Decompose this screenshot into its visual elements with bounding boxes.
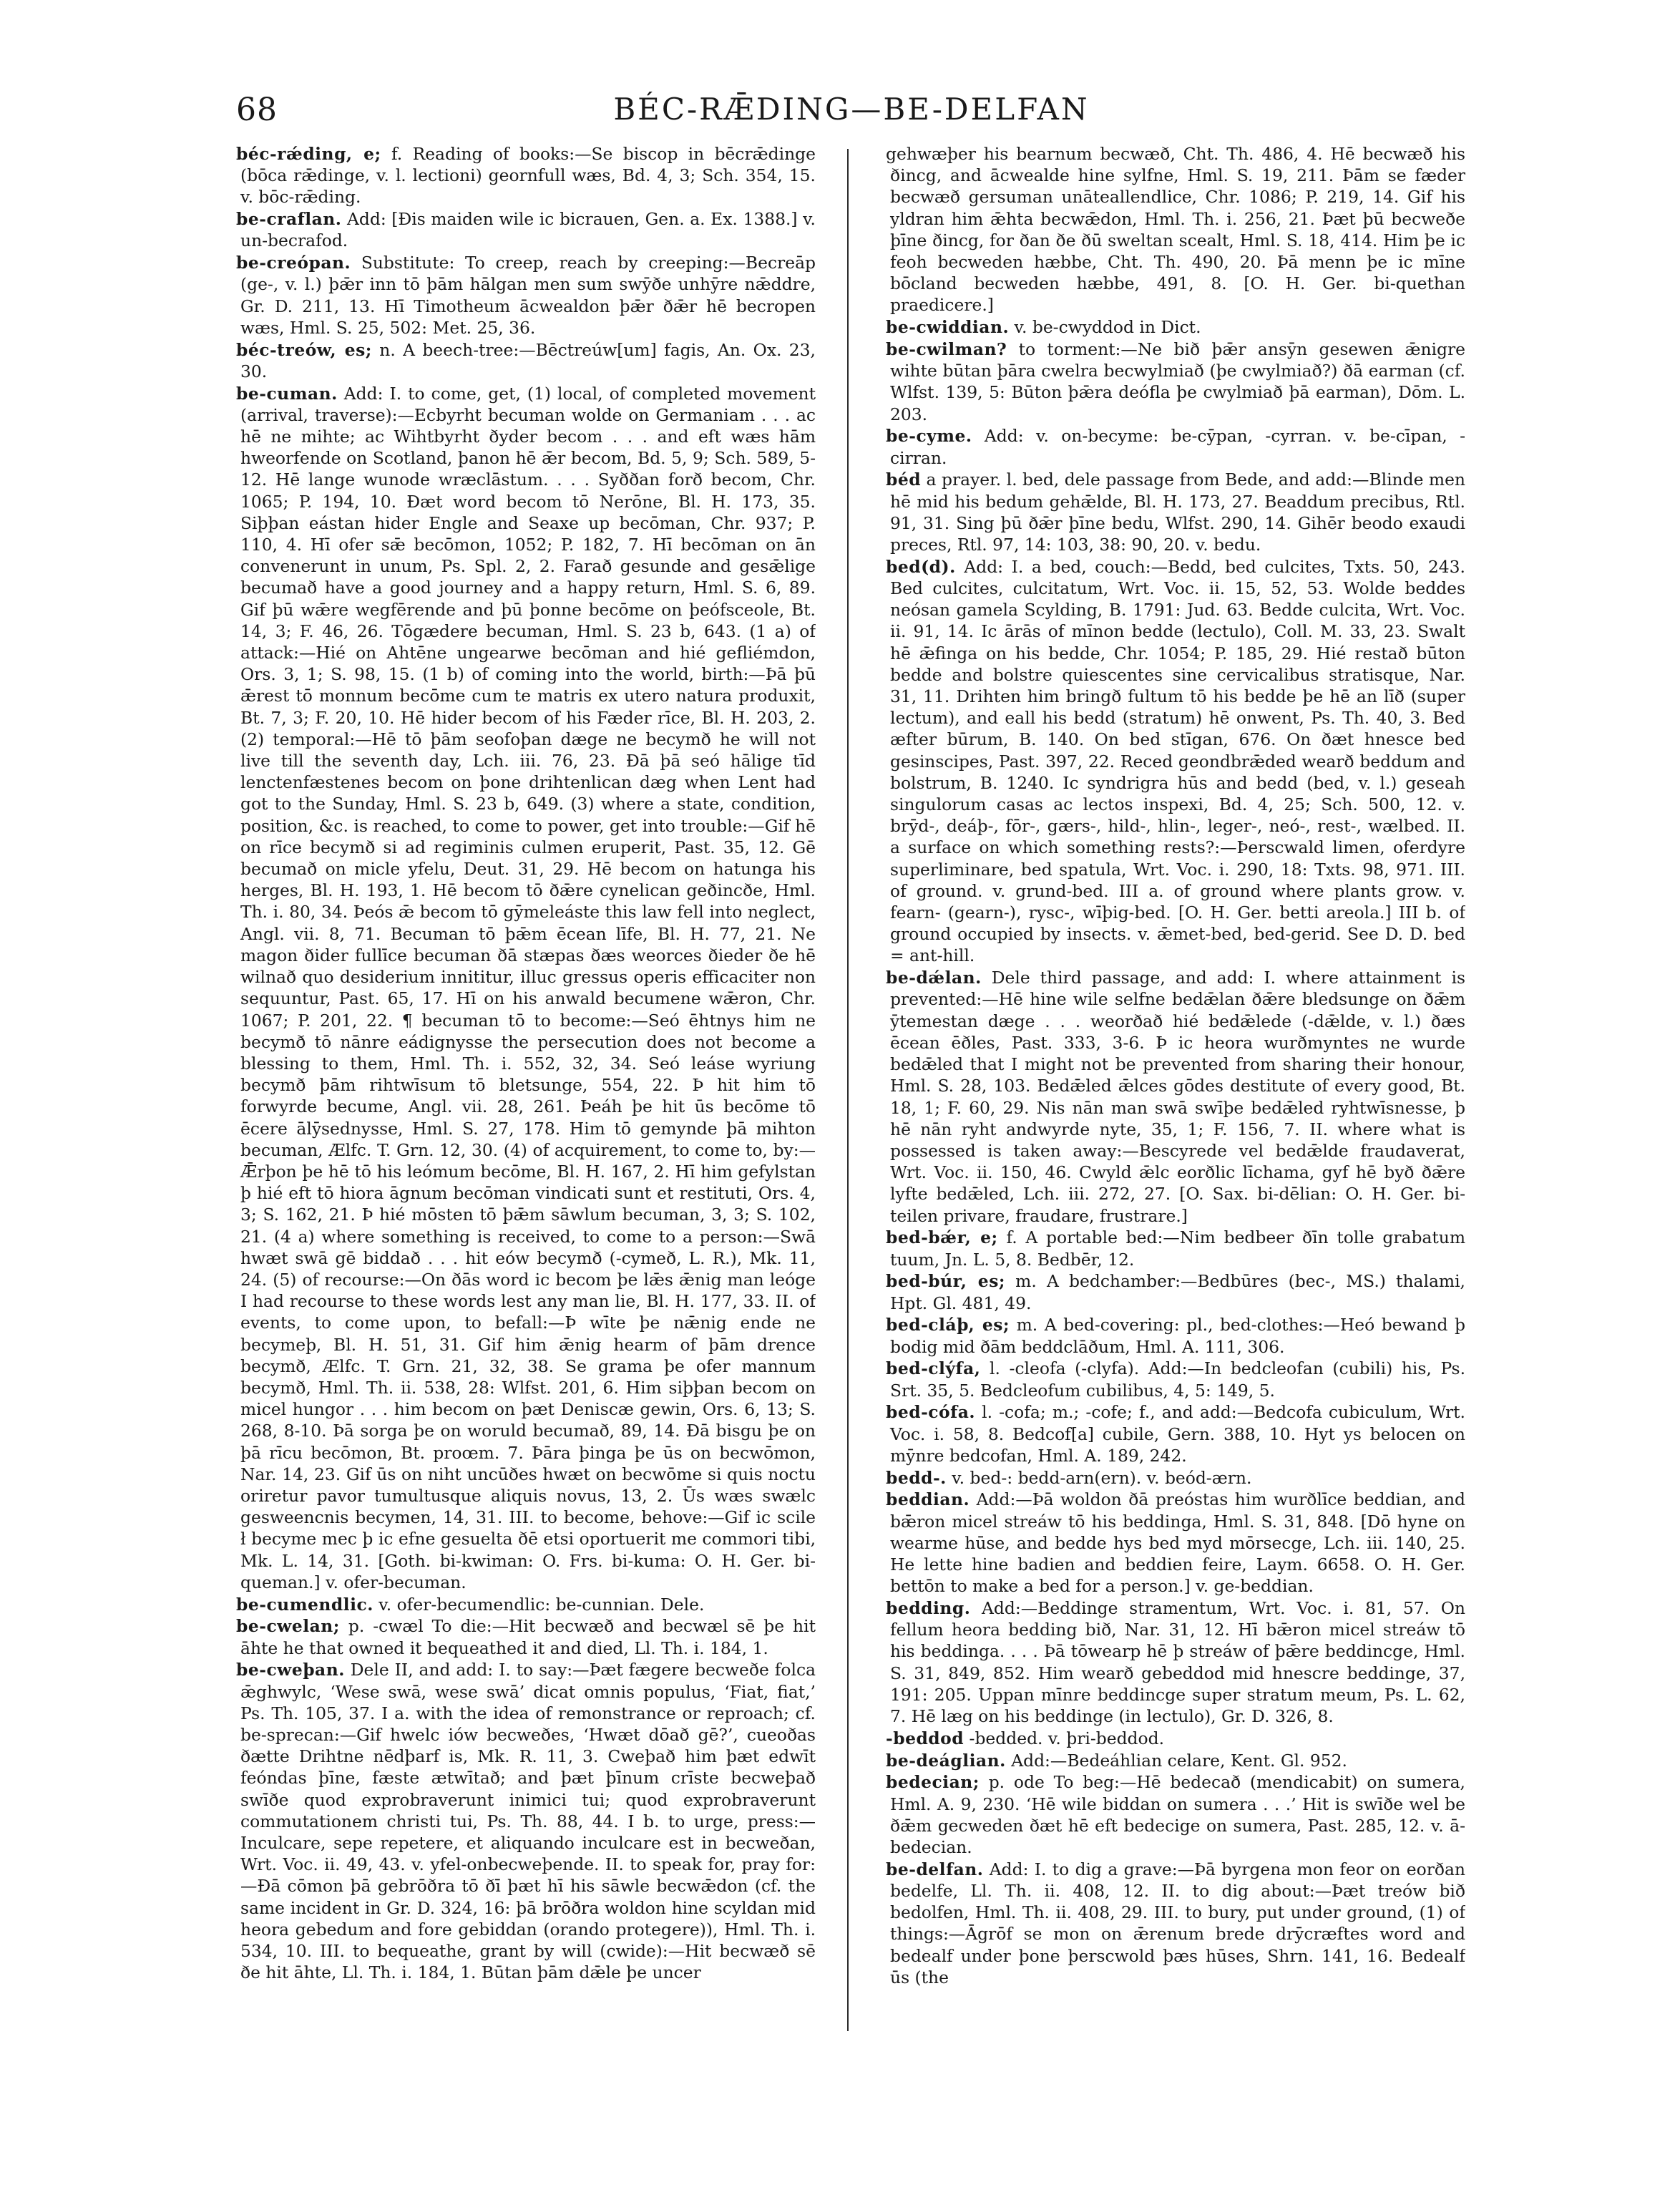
entry-headword: be-deáglian.: [886, 1750, 1006, 1771]
left-column: [236, 143, 816, 2040]
entry-body: Add: v. on-becyme: be-cȳpan, -cyrran. v. be-cīpan, -cirran.: [890, 426, 1465, 468]
entry-headword: be-cyme.: [886, 426, 972, 447]
entry-body: n. A beech-tree:—Bēctreúw[um] fagis, An. Ox. 23, 30.: [240, 339, 816, 381]
dictionary-entry: [886, 339, 1465, 425]
entry-body: l. -cofa; m.; -cofe; f., and add:—Bedcofa cubiculum, Wrt. Voc. i. 58, 8. Bedcof[a] cubile, Gern. 388, 10. Hyt ys belocen on mȳnre bedcofan, Hml. A. 189, 242.: [890, 1402, 1465, 1466]
dictionary-entry: [886, 1467, 1465, 1489]
entry-body: Add:—Beddinge stramentum, Wrt. Voc. i. 81, 57. On fellum heora bedding bið, Nar. 31, 12. Hī bǣron micel streáw tō his beddinga. . . . Þā tōwearp hē þ streáw of þǣre beddincge, Hml. S. 31, 849, 852. Him wearð gebeddod mid hnescre beddinge, 37, 191: 205. Uppan mīnre beddincge super stratum meum, Ps. L. 62, 7. Hē læg on his beddinge (in lectulo), Gr. D. 326, 8.: [890, 1597, 1465, 1726]
entry-body: Add:—Bedeáhlian celare, Kent. Gl. 952.: [1005, 1750, 1347, 1771]
dictionary-entry: [886, 1227, 1465, 1270]
column-divider: [847, 149, 849, 2031]
entry-body: m. A bedchamber:—Bedbūres (bec-, MS.) thalami, Hpt. Gl. 481, 49.: [890, 1271, 1465, 1313]
dictionary-entry: [886, 1728, 1465, 1749]
dictionary-entry: [886, 967, 1465, 1226]
dictionary-entry: [236, 143, 816, 208]
dictionary-entry: [886, 1270, 1465, 1313]
entry-body: Add: I. a bed, couch:—Bedd, bed culcites, Txts. 50, 243. Bed culcites, culcitatum, Wrt. Voc. ii. 15, 52, 53. Wolde beddes neósan gamela Scylding, B. 1791: Jud. 63. Bedde culcita, Wrt. Voc. ii. 91, 14. Ic ārās of mīnon bedde (lectulo), Coll. M. 33, 23. Swalt hē ǣfinga on his bedde, Chr. 1054; P. 185, 29. Hié restað būton bedde and bolstre quiescentes sine cervicalibus stratisque, Nar. 31, 11. Drihten him bringð fultum tō his bedde þe hē an līð (super lectum), and eall his bedd (stratum) hē onwent, Ps. Th. 40, 3. Bed æfter būrum, B. 140. On bed stīgan, 676. On ðæt hnesce bed gesinscipes, Past. 397, 22. Reced geondbrǣded wearð beddum and bolstrum, B. 1240. Ic syndrigra hūs and bedd (bed, v. l.) geseah singulorum casas ac lectos inspexi, Bd. 4, 25; Sch. 500, 12. v. brȳd-, deáþ-, fōr-, gærs-, hild-, hlin-, leger-, neó-, rest-, wælbed. II. a surface on which something rests?:—Þerscwald limen, oferdyre superliminare, bed spatula, Wrt. Voc. i. 290, 18: Txts. 98, 971. III. of ground. v. grund-bed. III a. of ground where plants grow. v. fearn- (gearn-), rysc-, wīþig-bed. [O. H. Ger. betti areola.] III b. of ground occupied by insects. v. ǣmet-bed, bed-gerid. See D. D. bed = ant-hill.: [890, 556, 1465, 966]
dictionary-entry: [236, 1594, 816, 1615]
entry-headword: bed(d).: [886, 556, 956, 577]
dictionary-entry: [886, 316, 1465, 338]
entry-body: -bedded. v. þri-beddod.: [964, 1728, 1165, 1748]
dictionary-entry: [886, 1597, 1465, 1727]
dictionary-entry: [236, 1659, 816, 1983]
dictionary-entry: [886, 425, 1465, 468]
entry-headword: bed-búr, es;: [886, 1271, 1005, 1292]
entry-body: Add:—Þā woldon ðā preóstas him wurðlīce beddian, and bǣron micel streáw tō his beddinga, Hml. S. 31, 848. [Dō hyne on wearme hūse, and bedde hys bed myd mōrsecge, Lch. iii. 140, 25. He lette hine badien and beddien feire, Laym. 6658. O. H. Ger. bettōn to make a bed for a person.] v. ge-beddian.: [890, 1489, 1465, 1597]
entry-headword: beddian.: [886, 1489, 970, 1510]
entry-body: v. ofer-becumendlic: be-cunnian. Dele.: [373, 1594, 705, 1615]
dictionary-columns: [236, 143, 1467, 2040]
dictionary-entry: [236, 1615, 816, 1658]
dictionary-entry: [886, 1489, 1465, 1597]
entry-headword: bedecian;: [886, 1772, 980, 1793]
entry-headword: be-cwelan;: [236, 1616, 340, 1637]
entry-body: f. Reading of books:—Se biscop in bēcrǣdinge (bōca rǣdinge, v. l. lectioni) geornfull wæs, Bd. 4, 3; Sch. 354, 15. v. bōc-rǣding.: [240, 144, 816, 208]
entry-headword: be-craflan.: [236, 209, 342, 230]
entry-body: to torment:—Ne bið þǣr ansȳn gesewen ǣnigre wihte būtan þāra cwelra becwylmiað (þe cwylmiað?) ðā earman (cf. Wlfst. 139, 5: Būton þǣra deófla þe cwylmiað þā earman), Dōm. L. 203.: [890, 339, 1465, 424]
entry-body: Dele II, and add: I. to say:—Þæt fægere becweðe folca ǣghwylc, ‘Wese swā, wese swā’ dicat omnis populus, ‘Fiat, fiat,’ Ps. Th. 105, 37. I a. with the idea of remonstrance or reproach; cf. be-sprecan:—Gif hwelc iów becweðes, ‘Hwæt dōað gē?’, cueoðas ðætte Drihtne nēdþarf is, Mk. R. 11, 3. Cweþað him þæt edwīt feóndas þīne, fæste ætwītað; and þæt þīnum crīste becweþað swīðe quod exprobraverunt inimici tui; quod exprobraverunt commutationem christi tui, Ps. Th. 88, 44. I b. to urge, press:—Inculcare, sepe repetere, et aliquando inculcare est in becweðan, Wrt. Voc. ii. 49, 43. v. yfel-onbecweþende. II. to speak for, pray for:—Ðā cōmon þā gebrōðra tō ðī þæt hī his sāwle becwǣdon (cf. the same incident in Gr. D. 324, 16: þā brōðra woldon hine scyldan mid heora gebedum and fore gebiddan (orando protegere)), Hml. Th. i. 534, 10. III. to bequeathe, grant by will (cwide):—Hit becwæð sē ðe hit āhte, Ll. Th. i. 184, 1. Būtan þām dǣle þe uncer: [240, 1660, 816, 1983]
dictionary-entry: [236, 383, 816, 1593]
entry-headword: bed-cláþ, es;: [886, 1315, 1010, 1335]
entry-headword: be-creópan.: [236, 253, 351, 273]
entry-headword: be-cwilman?: [886, 339, 1007, 360]
entry-body: gehwæþer his bearnum becwæð, Cht. Th. 486, 4. Hē becwæð his ðincg, and ācwealde hine sylfne, Hml. S. 19, 211. Þām se fæder becwæð gersuman unāteallendlice, Chr. 1086; P. 219, 14. Gif his yldran him ǣhta becwǣdon, Hml. Th. i. 256, 21. Þæt þū becweðe þīne ðincg, for ðan ðe ðū sweltan scealt, Hml. S. 18, 414. Him þe ic feoh becweden hæbbe, Cht. Th. 490, 20. Þā menn þe ic mīne bōcland becweden hæbbe, 491, 8. [O. H. Ger. bi-quethan praedicere.]: [886, 144, 1465, 316]
entry-body: Substitute: To creep, reach by creeping:—Becreāp (ge-, v. l.) þǣr inn tō þām hālgan men sum swȳðe unhȳre nǣddre, Gr. D. 211, 13. Hī Timotheum ācwealdon þǣr ðǣr hē becropen wæs, Hml. S. 25, 502: Met. 25, 36.: [240, 253, 816, 338]
entry-headword: bedding.: [886, 1597, 971, 1618]
dictionary-entry: [886, 1859, 1465, 1988]
entry-body: Add: [Ðis maiden wile ic bicrauen, Gen. a. Ex. 1388.] v. un-becrafod.: [240, 209, 816, 251]
dictionary-entry: [886, 1401, 1465, 1466]
entry-headword: béd: [886, 469, 922, 490]
entry-headword: be-cweþan.: [236, 1660, 345, 1680]
entry-headword: béc-rǽding, e;: [236, 144, 381, 164]
entry-headword: be-dǽlan.: [886, 968, 982, 988]
entry-body: f. A portable bed:—Nim bedbeer ðīn tolle grabatum tuum, Jn. L. 5, 8. Bedbēr, 12.: [890, 1227, 1465, 1270]
entry-headword: bed-clýfa,: [886, 1358, 981, 1379]
entry-headword: béc-treów, es;: [236, 339, 372, 360]
entry-body: Add: I. to dig a grave:—Þā byrgena mon feor on eorðan bedelfe, Ll. Th. ii. 408, 12. II. to dig about:—Þæt treów bið bedolfen, Hml. Th. ii. 408, 29. III. to bury, put under ground, (1) of things:—Āgrōf se mon on ǣrenum brede drȳcræftes word and bedealf under þone þerscwold þæs hūses, Shrn. 141, 16. Bedealf ūs (the: [890, 1859, 1465, 1987]
entry-headword: be-delfan.: [886, 1859, 984, 1879]
entry-body: Dele third passage, and add: I. where attainment is prevented:—Hē hine wile selfne bedǣlan ðǣre bledsunge on ðǣm ȳtemestan dæge . . . weorðað hié bedǣlede (-dǣlde, v. l.) ðæs ēcean ēðles, Past. 333, 3-6. Þ ic heora wurðmyntes ne wurde bedǣled that I might not be prevented from sharing their honour, Hml. S. 28, 103. Bedǣled ǣlces gōdes destitute of every good, Bt. 18, 1; F. 60, 29. Nis nān man swā swīþe bedǣled ryhtwīsnesse, þ hē nān ryht andwyrde nyte, 35, 1; F. 156, 7. II. where what is possessed is taken away:—Bescyrede vel bedǣlde fraudaverat, Wrt. Voc. ii. 150, 46. Cwyld ǣlc eorðlic līchama, gyf hē byð ðǣre lyfte bedǣled, Lch. iii. 272, 27. [O. Sax. bi-dēlian: O. H. Ger. bi-teilen privare, fraudare, frustrare.]: [890, 968, 1465, 1226]
entry-body: v. be-cwyddod in Dict.: [1009, 317, 1201, 338]
dictionary-entry: [886, 1771, 1465, 1858]
entry-body: m. A bed-covering: pl., bed-clothes:—Heó bewand þ bodig mid ðām beddclāðum, Hml. A. 111, 306.: [890, 1315, 1465, 1357]
entry-headword: -beddod: [886, 1728, 964, 1748]
page-header: [236, 92, 1467, 135]
entry-headword: bedd-.: [886, 1467, 947, 1488]
entry-body: v. bed-: bedd-arn(ern). v. beód-ærn.: [946, 1467, 1252, 1488]
entry-body: a prayer. l. bed, dele passage from Bede, and add:—Blinde men hē mid his bedum gehǣlde, Bl. H. 173, 27. Beaddum precibus, Rtl. 91, 31. Sing þū ðǣr þīne bedu, Wlfst. 290, 14. Gihēr beodo exaudi preces, Rtl. 97, 14: 103, 38: 90, 20. v. bedu.: [890, 469, 1465, 555]
dictionary-entry: [886, 469, 1465, 555]
dictionary-entry: [886, 556, 1465, 967]
dictionary-entry: [886, 143, 1465, 316]
dictionary-entry: [236, 252, 816, 339]
entry-body: l. -cleofa (-clyfa). Add:—In bedcleofan (cubili) his, Ps. Srt. 35, 5. Bedcleofum cubilibus, 4, 5: 149, 5.: [890, 1358, 1465, 1401]
dictionary-entry: [236, 339, 816, 382]
dictionary-entry: [886, 1750, 1465, 1771]
running-head: BÉC-RǢDING—BE-DELFAN: [613, 92, 1090, 127]
entry-body: p. -cwæl To die:—Hit becwæð and becwæl sē þe hit āhte he that owned it bequeathed it and died, Ll. Th. i. 184, 1.: [240, 1616, 816, 1658]
dictionary-entry: [236, 208, 816, 251]
entry-headword: bed-cófa.: [886, 1402, 976, 1423]
page-number: 68: [236, 92, 278, 128]
right-column: [886, 143, 1465, 2040]
entry-body: Add: I. to come, get, (1) local, of completed movement (arrival, traverse):—Ecbyrht becuman wolde on Germaniam . . . ac hē ne mihte; ac Wihtbyrht ðyder becom . . . and eft wæs hām hweorfende on Scotland, þanon hē ǣr becom, Bd. 5, 9; Sch. 589, 5-12. Hē lange wunode wræclāstum. . . . Syððan forð becom, Chr. 1065; P. 194, 10. Ðæt word becom tō Nerōne, Bl. H. 173, 35. Siþþan eástan hider Engle and Seaxe up becōman, Chr. 937; P. 110, 4. Hī ofer sǣ becōmon, 1052; P. 182, 7. Hī becōman on ān convenerunt in unum, Ps. Spl. 2, 2. Farað gesunde and gesǣlige becumað have a good journey and a happy return, Hml. S. 6, 89. Gif þū wǣre wegfērende and þū þonne becōme on þeófsceole, Bt. 14, 3; F. 46, 26. Tōgædere becuman, Hml. S. 23 b, 643. (1 a) of attack:—Hié on Ahtēne ungearwe becōman and hié gefliémdon, Ors. 3, 1; S. 98, 15. (1 b) of coming into the world, birth:—Þā þū ǣrest tō monnum becōme cum te matris ex utero natura produxit, Bt. 7, 3; F. 20, 10. Hē hider becom of his Fæder rīce, Bl. H. 203, 2. (2) temporal:—Hē tō þām seofoþan dæge ne becymð he will not live till the seventh day, Lch. iii. 76, 23. Ðā þā seó hālige tīd lenctenfæstenes becom on þone drihtenlican dæg when Lent had got to the Sunday, Hml. S. 23 b, 649. (3) where a state, condition, position, &c. is reached, to come to power, get into trouble:—Gif hē on rīce becymð si ad regiminis culmen eruperit, Past. 35, 12. Gē becumað on micle yfelu, Deut. 31, 29. Hē becom on hatunga his herges, Bl. H. 193, 1. Hē becom tō ðǣre cynelican geðincðe, Hml. Th. i. 80, 34. Þeós ǣ becom tō gȳmeleáste this law fell into neglect, Angl. vii. 8, 71. Becuman tō þǣm ēcean līfe, Bl. H. 77, 21. Ne magon ðider fullīce becuman ðā stæpas ðæs weorces ðieder ðe hē wilnað quo desiderium innititur, illuc gressus operis efficaciter non sequuntur, Past. 65, 17. Hī on his anwald becumene wǣron, Chr. 1067; P. 201, 22. ¶ becuman tō to become:—Seó ēhtnys him ne becymð tō nānre eádignysse the persecution does not become a blessing to them, Hml. Th. i. 552, 32, 34. Seó leáse wyriung becymð þām rihtwīsum tō bletsunge, 554, 22. Þ hit him tō forwyrde becume, Angl. vii. 28, 261. Þeáh þe hit ūs becōme tō ēcere ālȳsednysse, Hml. S. 27, 178. Him tō gemynde þā mihton becuman, Ælfc. T. Grn. 12, 30. (4) of acquirement, to come to, by:—Ǣrþon þe hē tō his leómum becōme, Bl. H. 167, 2. Hī him gefylstan þ hié eft tō hiora āgnum becōman vindicati sunt et restituti, Ors. 4, 3; S. 162, 21. Þ hié mōsten tō þǣm sāwlum becuman, 3, 3; S. 102, 21. (4 a) where something is received, to come to a person:—Swā hwæt swā gē biddað . . . hit eów becymð (-cymeð, L. R.), Mk. 11, 24. (5) of recourse:—On ðās word ic becom þe lǣs ǣnig man leóge I had recourse to these words lest any man lie, Bl. H. 177, 33. II. of events, to come upon, to befall:—Þ wīte þe nǣnig ende ne becymeþ, Bl. H. 51, 31. Gif him ǣnig hearm of þām drence becymð, Ælfc. T. Grn. 21, 32, 38. Se grama þe ofer mannum becymð, Hml. Th. ii. 538, 28: Wlfst. 201, 6. Him siþþan becom on micel hungor . . . him becom on þæt Deniscæ gewin, Ors. 6, 13; S. 268, 8-10. Þā sorga þe on woruld becumað, 89, 14. Ðā bisgu þe on þā rīcu becōmon, Bt. proœm. 7. Þāra þinga þe ūs on becwōmon, Nar. 14, 23. Gif ūs on niht uncūðes hwæt on becwōme si quis noctu oriretur pavor tumultusque aliquis novus, 13, 2. Ūs wæs swælc gesweencnis becymen, 14, 31. III. to become, behove:—Gif ic scile ł becyme mec þ ic efne gesuelta ðē etsi oportuerit me commori tibi, Mk. L. 14, 31. [Goth. bi-kwiman: O. Frs. bi-kuma: O. H. Ger. bi-queman.] v. ofer-becuman.: [240, 383, 816, 1592]
entry-body: p. ode To beg:—Hē bedecað (mendicabit) on sumera, Hml. A. 9, 230. ‘Hē wile biddan on sumera . . .’ Hit is swīðe wel be ðǣm gecweden ðæt hē eft bedecige on sumera, Past. 285, 12. v. ā-bedecian.: [890, 1772, 1465, 1857]
dictionary-entry: [886, 1314, 1465, 1357]
entry-headword: be-cumendlic.: [236, 1594, 373, 1615]
entry-headword: be-cuman.: [236, 383, 338, 404]
entry-headword: be-cwiddian.: [886, 317, 1010, 338]
entry-headword: bed-bǽr, e;: [886, 1227, 998, 1248]
dictionary-entry: [886, 1358, 1465, 1401]
